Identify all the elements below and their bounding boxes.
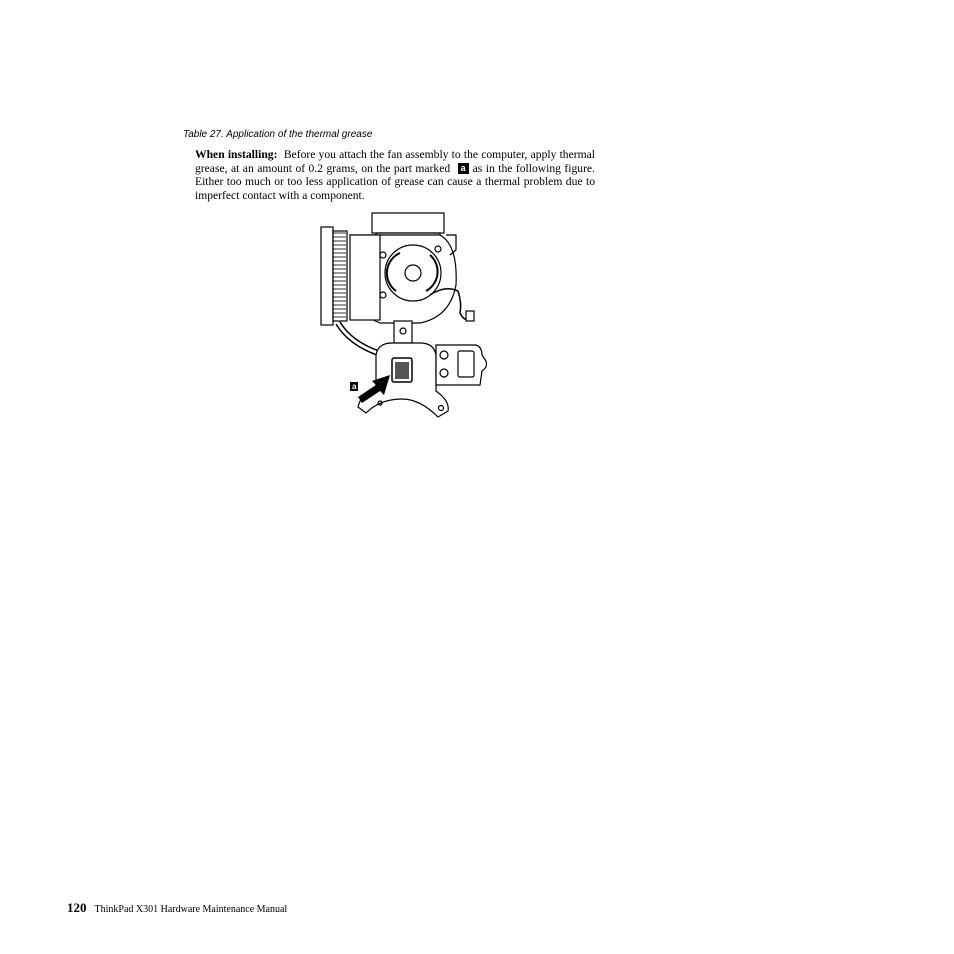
- installation-instruction: [195, 148, 595, 202]
- fan-assembly-drawing: [310, 205, 500, 430]
- manual-title: ThinkPad X301 Hardware Maintenance Manual: [94, 904, 288, 915]
- figure-callout-a: a: [352, 382, 357, 391]
- instruction-lead: When installing:: [195, 148, 278, 161]
- table-caption: Table 27. Application of the thermal grease: [183, 129, 373, 140]
- instruction-text-after: as in the following figure. Either too much or too less application of grease can cause a thermal problem due to imperfect contact with a component.: [195, 161, 595, 202]
- page-footer: [67, 901, 287, 917]
- page-number: 120: [67, 900, 87, 915]
- callout-marker-a: a: [458, 163, 469, 174]
- instruction-text-before: Before you attach the fan assembly to the computer, apply thermal grease, at an amount of 0.2 grams, on the part marked: [195, 148, 596, 175]
